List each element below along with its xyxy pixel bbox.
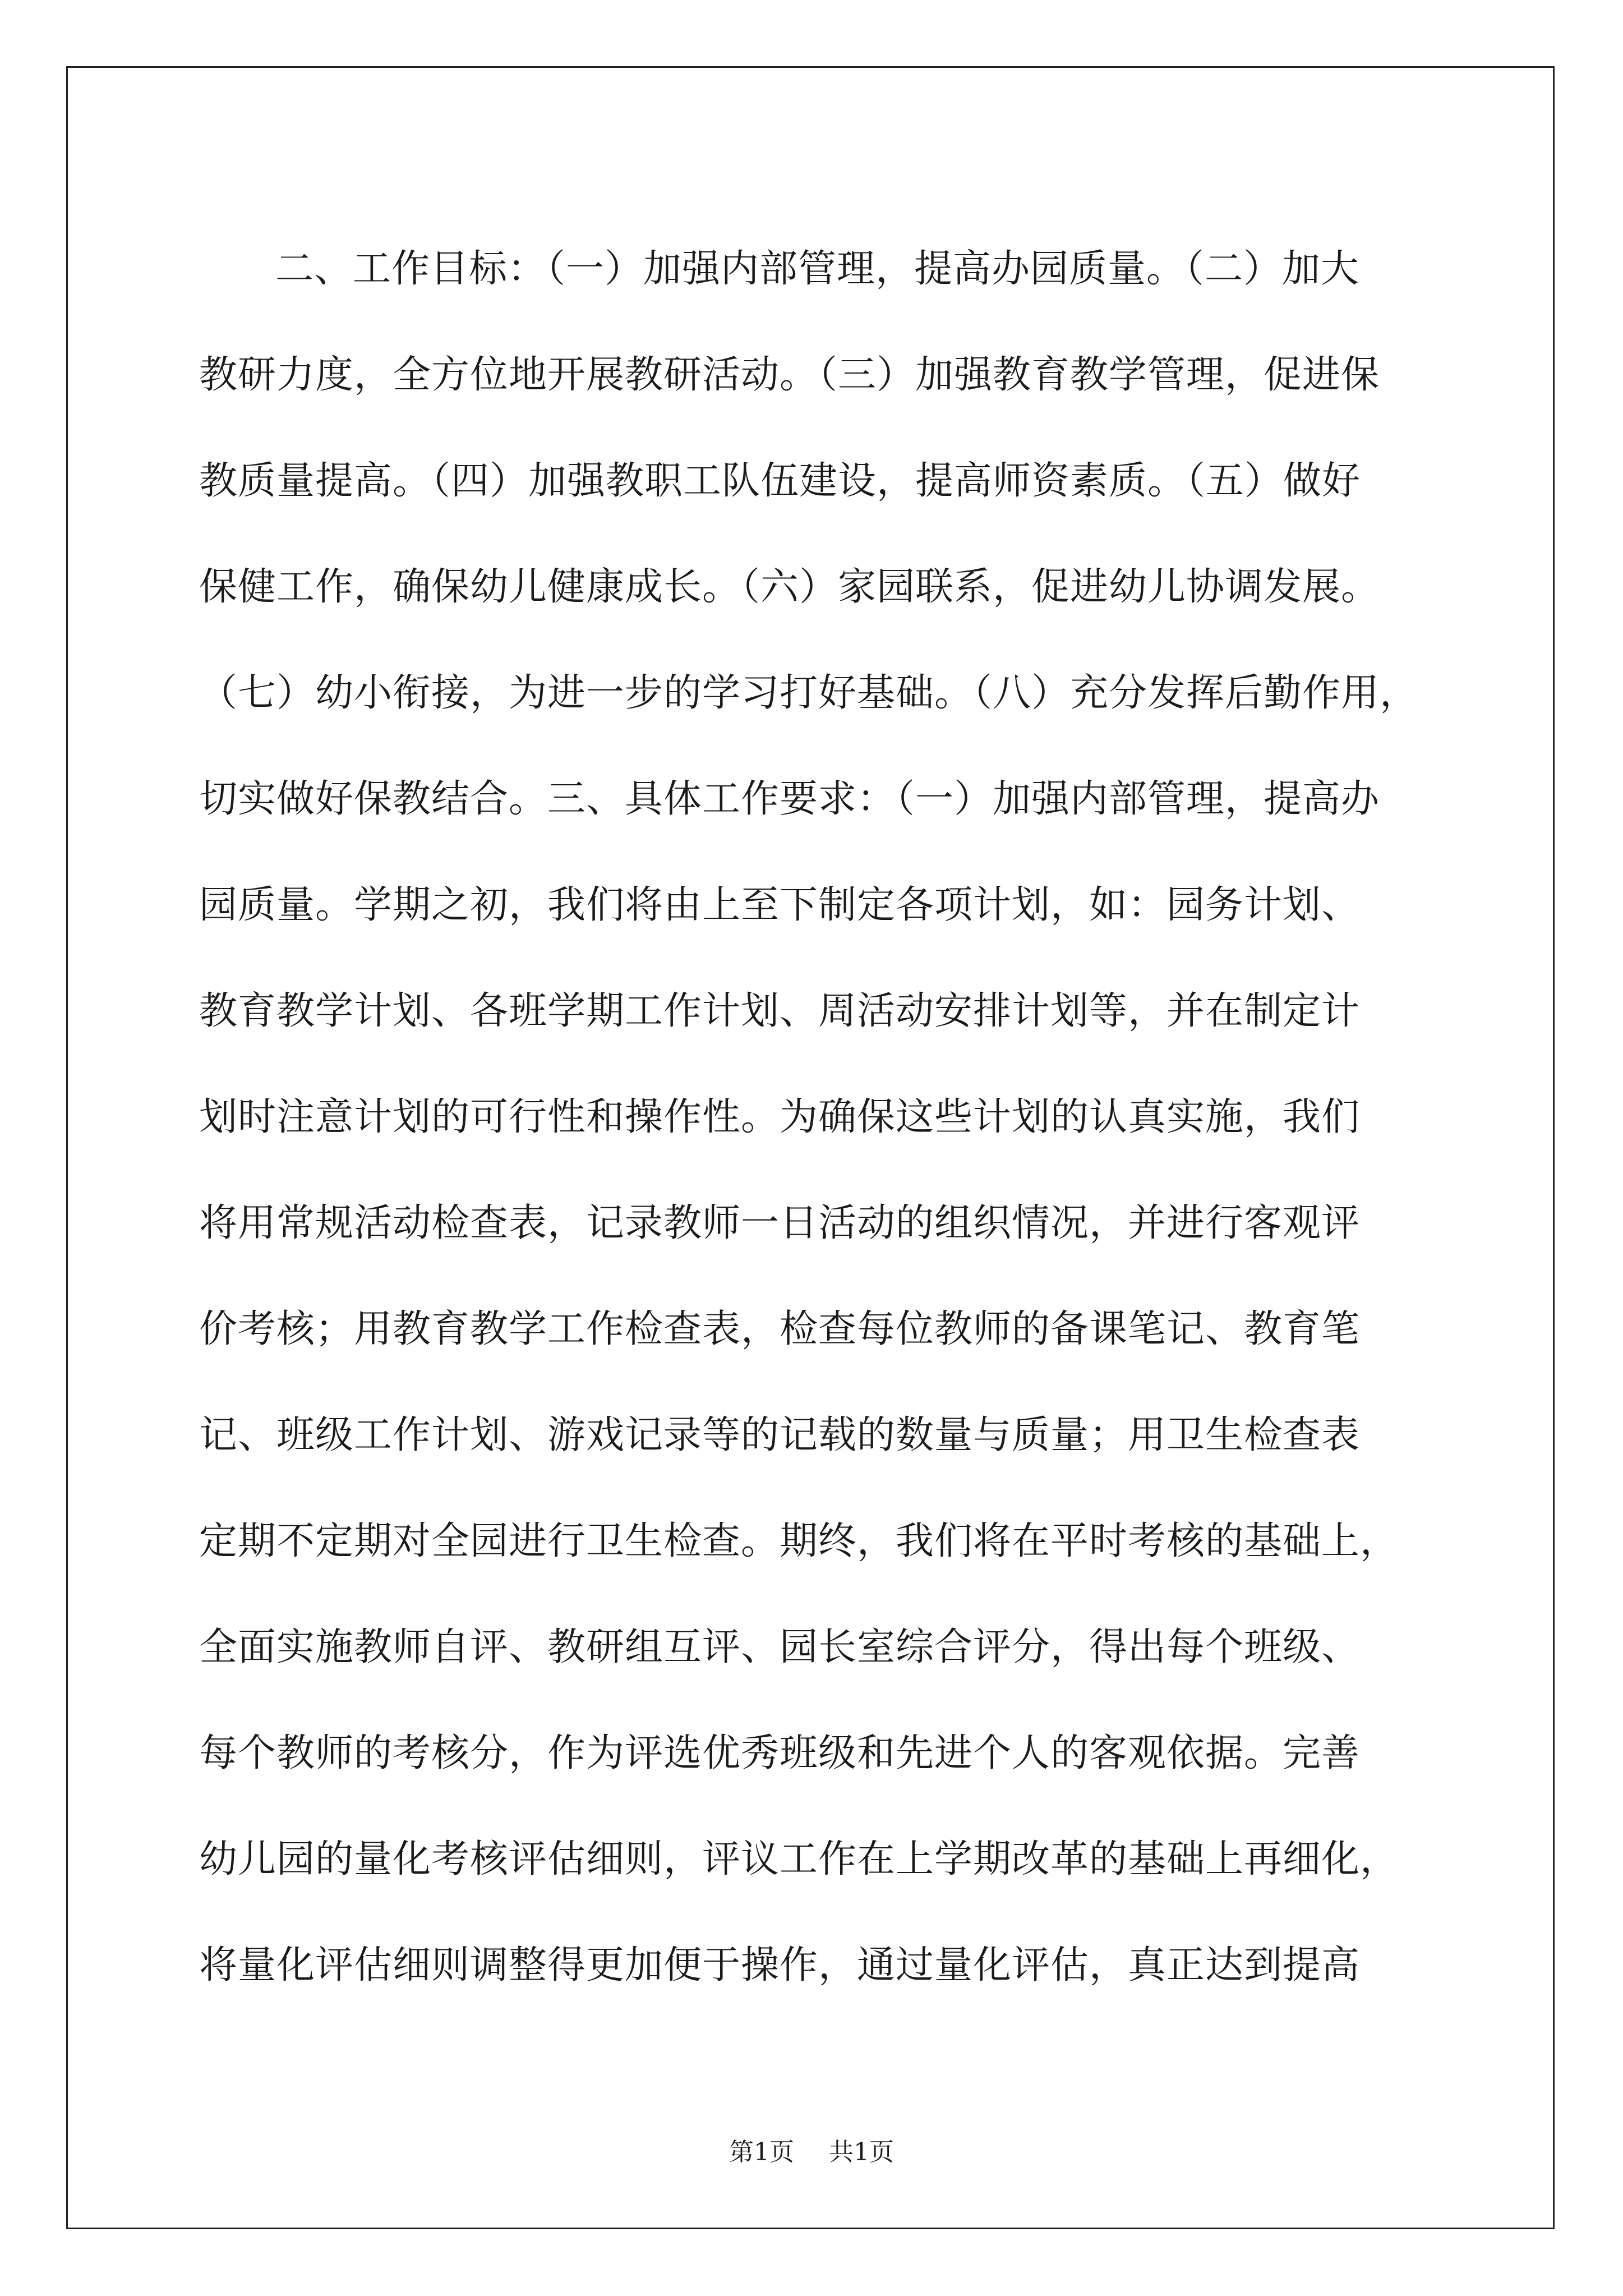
text-line: 记、班级工作计划、游戏记录等的记载的数量与质量；用卫生检查表 bbox=[199, 1413, 1361, 1457]
text-line: 将量化评估细则调整得更加便于操作，通过量化评估，真正达到提高 bbox=[199, 1943, 1361, 1987]
text-line: 保健工作，确保幼儿健康成长。（六）家园联系，促进幼儿协调发展。 bbox=[199, 565, 1380, 609]
text-line: 全面实施教师自评、教研组互评、园长室综合评分，得出每个班级、 bbox=[199, 1625, 1361, 1669]
text-line: 教育教学计划、各班学期工作计划、周活动安排计划等，并在制定计 bbox=[199, 989, 1361, 1033]
text-line: （七）幼小衔接，为进一步的学习打好基础。（八）充分发挥后勤作用， bbox=[199, 671, 1419, 715]
text-line: 定期不定期对全园进行卫生检查。期终，我们将在平时考核的基础上， bbox=[199, 1519, 1399, 1563]
page-number: 第1页 bbox=[729, 2138, 794, 2166]
text-line: 每个教师的考核分，作为评选优秀班级和先进个人的客观依据。完善 bbox=[199, 1731, 1361, 1775]
page-total: 共1页 bbox=[829, 2138, 894, 2166]
document-body bbox=[199, 216, 1455, 2018]
text-line: 将用常规活动检查表，记录教师一日活动的组织情况，并进行客观评 bbox=[199, 1201, 1361, 1245]
text-line: 二、工作目标：（一）加强内部管理，提高办园质量。（二）加大 bbox=[275, 247, 1360, 291]
page-footer bbox=[0, 2132, 1623, 2168]
text-line: 教研力度，全方位地开展教研活动。（三）加强教育教学管理，促进保 bbox=[199, 353, 1380, 397]
text-line: 教质量提高。（四）加强教职工队伍建设，提高师资素质。（五）做好 bbox=[199, 459, 1361, 503]
text-line: 价考核；用教育教学工作检查表，检查每位教师的备课笔记、教育笔 bbox=[199, 1307, 1361, 1351]
text-line: 幼儿园的量化考核评估细则，评议工作在上学期改革的基础上再细化， bbox=[199, 1837, 1399, 1881]
text-line: 园质量。学期之初，我们将由上至下制定各项计划，如：园务计划、 bbox=[199, 883, 1361, 927]
text-line: 划时注意计划的可行性和操作性。为确保这些计划的认真实施，我们 bbox=[199, 1095, 1361, 1139]
text-line: 切实做好保教结合。三、具体工作要求：（一）加强内部管理，提高办 bbox=[199, 777, 1380, 821]
